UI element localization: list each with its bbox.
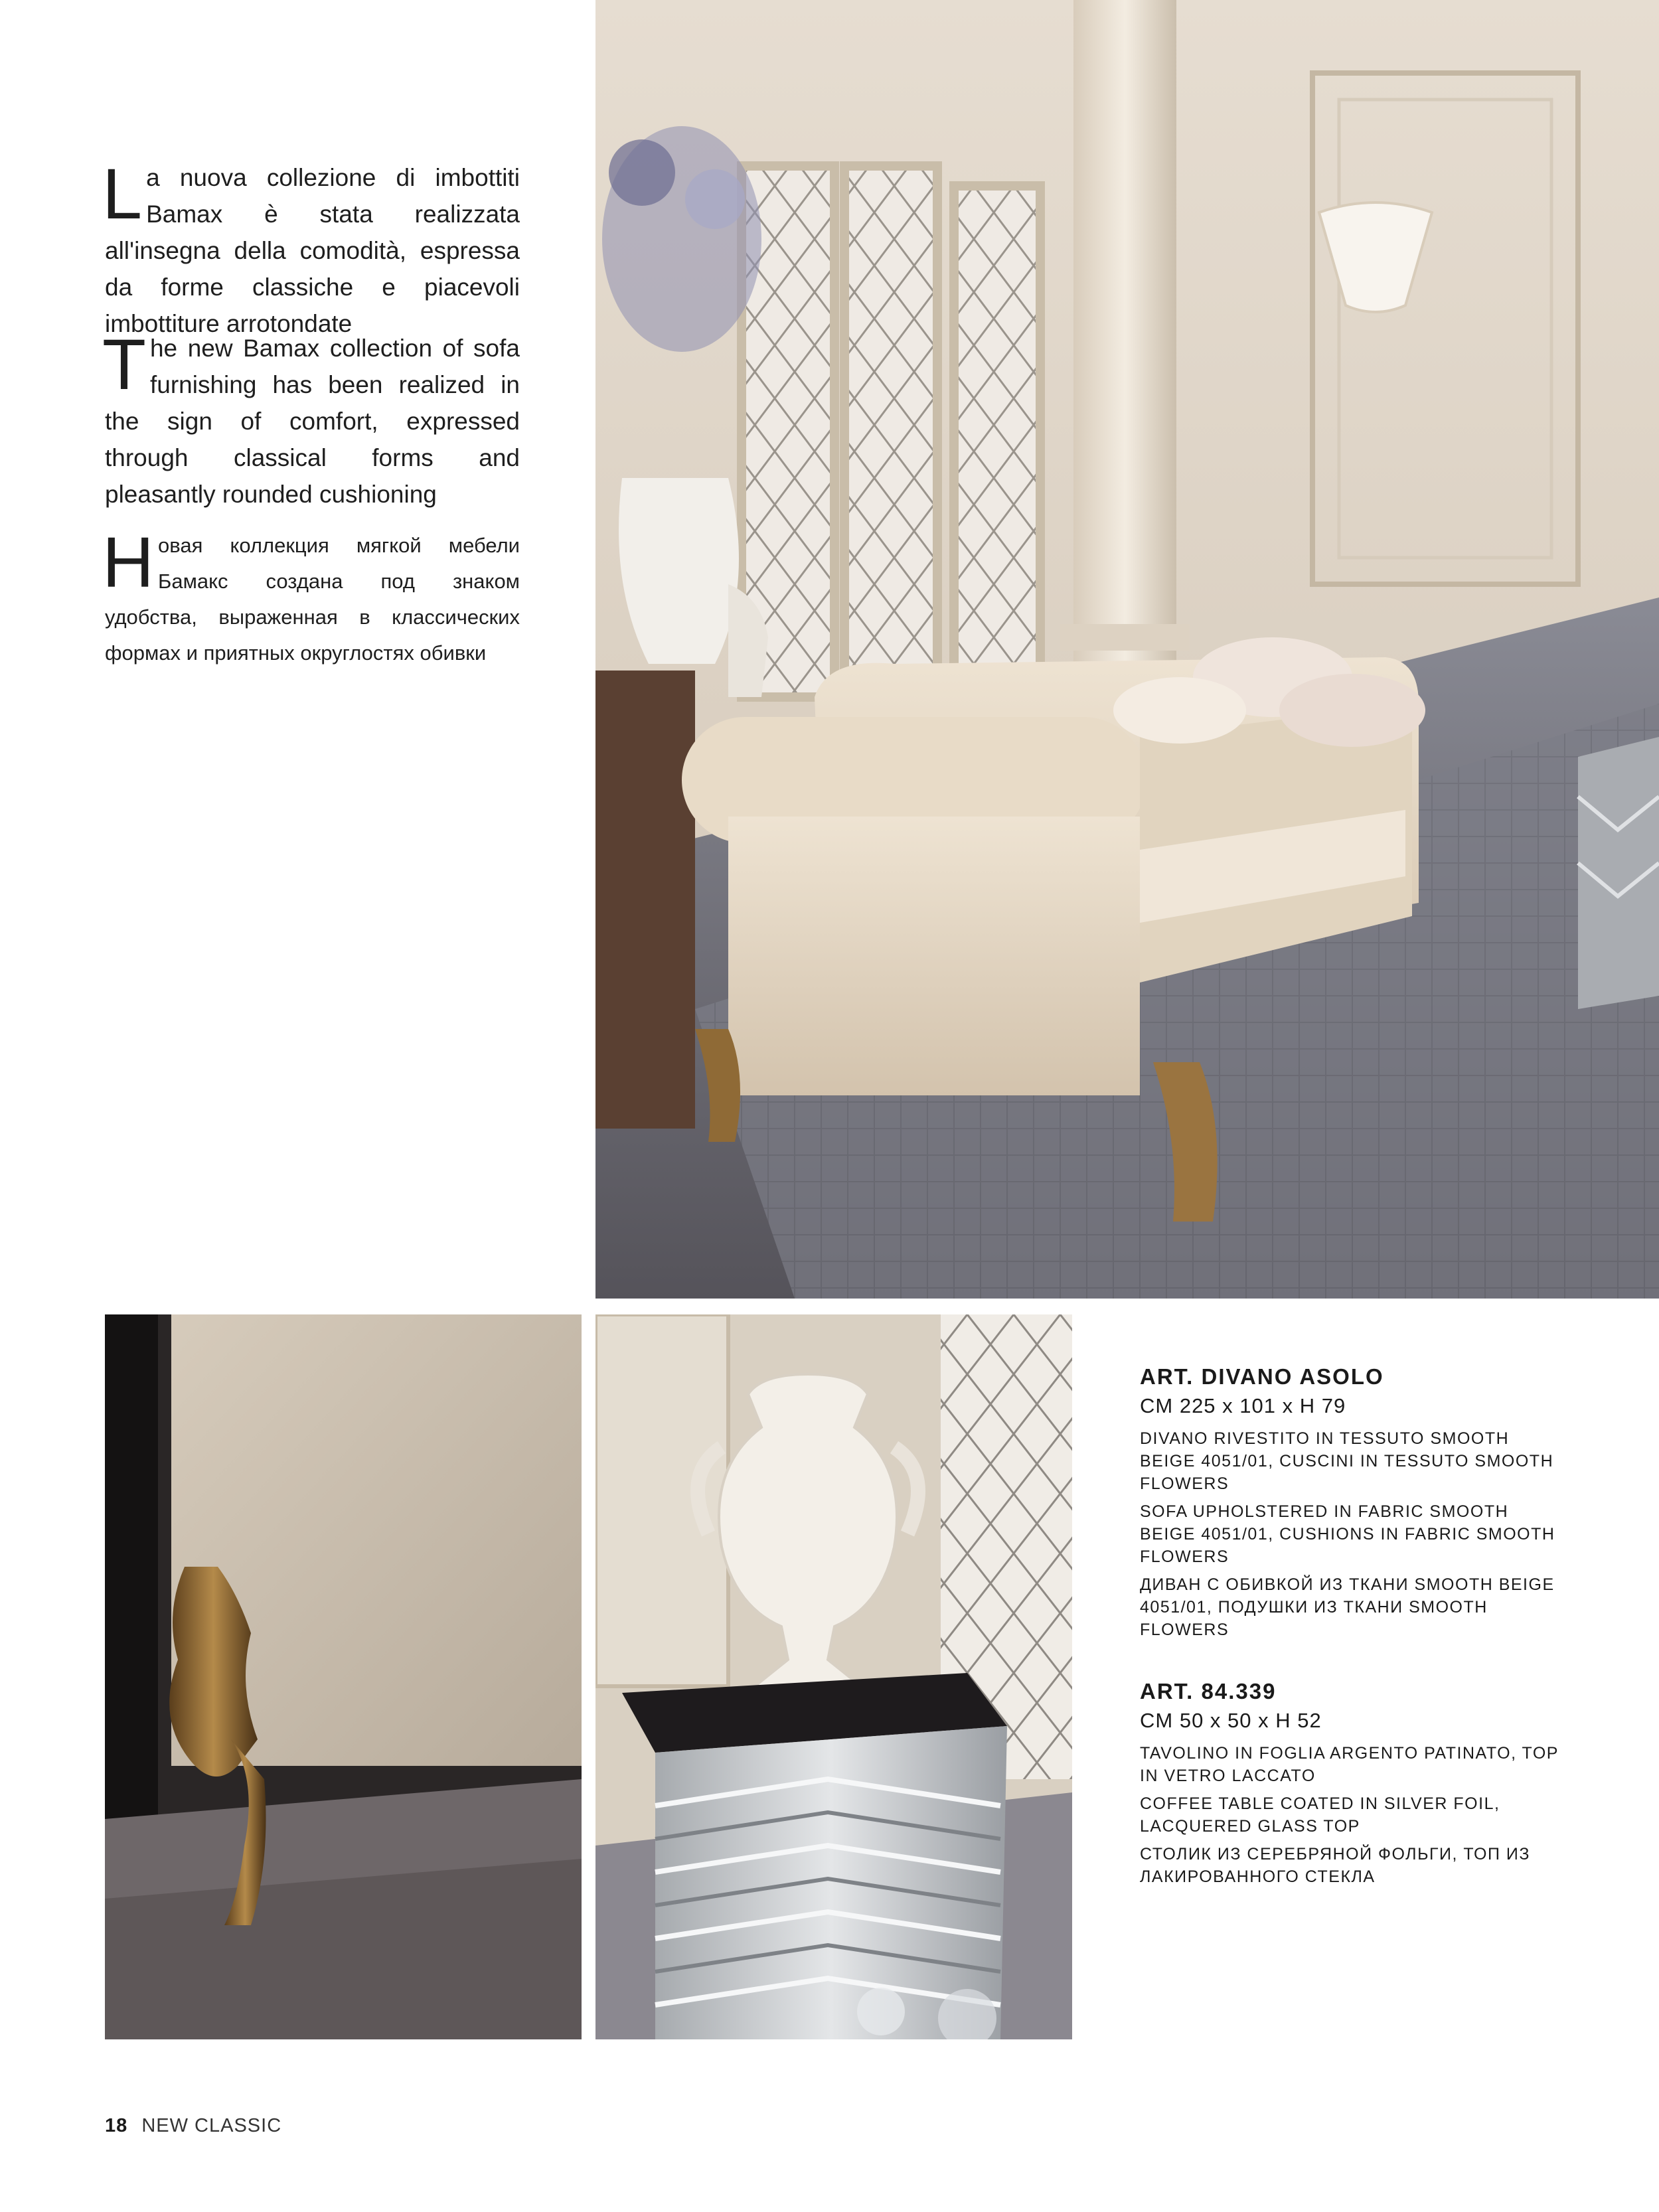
product-dimensions: CM 50 x 50 x H 52	[1140, 1709, 1322, 1732]
magazine-name: NEW CLASSIC	[141, 2115, 282, 2136]
dropcap: Н	[102, 522, 154, 602]
product-description-it: TAVOLINO IN FOGLIA ARGENTO PATINATO, TOP IN VETRO LACCATO	[1140, 1744, 1559, 1785]
page-number: 18	[105, 2115, 128, 2136]
intro-russian-text: овая коллекция мягкой мебели Бамакс создана под знаком удобства, выраженная в классических формах и приятных округлостях обивки	[105, 534, 520, 665]
product-title: ART. DIVANO ASOLO	[1140, 1364, 1384, 1389]
sofa-leg-illustration	[105, 1314, 582, 2039]
product-description-ru: ДИВАН С ОБИВКОЙ ИЗ ТКАНИ SMOOTH BEIGE 4051/01, ПОДУШКИ ИЗ ТКАНИ SMOOTH FLOWERS	[1140, 1575, 1555, 1639]
intro-italian-text: a nuova collezione di imbottiti Bamax è stata realizzata all'insegna della comodità, espressa da forme classiche e piacevoli imbottiture arrotondate	[105, 164, 520, 337]
sofa-room-photo	[595, 0, 1659, 1299]
page-footer	[105, 2115, 281, 2137]
intro-english-text: he new Bamax collection of sofa furnishing has been realized in the sign of comfort, expressed through classical forms and pleasantly rounded cushioning	[105, 335, 520, 508]
product-description-ru: СТОЛИК ИЗ СЕРЕБРЯНОЙ ФОЛЬГИ, ТОП ИЗ ЛАКИРОВАННОГО СТЕКЛА	[1140, 1845, 1530, 1886]
sofa-room-illustration	[595, 0, 1659, 1299]
product-table-84339	[1140, 1677, 1565, 1888]
vase-table-illustration	[595, 1314, 1072, 2039]
product-dimensions: CM 225 x 101 x H 79	[1140, 1394, 1346, 1417]
product-sofa-asolo	[1140, 1362, 1565, 1641]
intro-english	[102, 324, 520, 513]
product-description-en: COFFEE TABLE COATED IN SILVER FOIL, LACQUERED GLASS TOP	[1140, 1794, 1500, 1836]
product-description-en: SOFA UPHOLSTERED IN FABRIC SMOOTH BEIGE 4051/01, CUSHIONS IN FABRIC SMOOTH FLOWERS	[1140, 1502, 1555, 1566]
sofa-leg-detail-photo	[105, 1314, 582, 2039]
product-specs	[1140, 1362, 1565, 1924]
dropcap: T	[102, 324, 146, 404]
dropcap: L	[102, 153, 143, 234]
intro-russian	[102, 522, 520, 671]
product-title: ART. 84.339	[1140, 1679, 1277, 1703]
vase-table-detail-photo	[595, 1314, 1072, 2039]
intro-italian	[102, 153, 520, 342]
product-description-it: DIVANO RIVESTITO IN TESSUTO SMOOTH BEIGE 4051/01, CUSCINI IN TESSUTO SMOOTH FLOWERS	[1140, 1429, 1554, 1493]
